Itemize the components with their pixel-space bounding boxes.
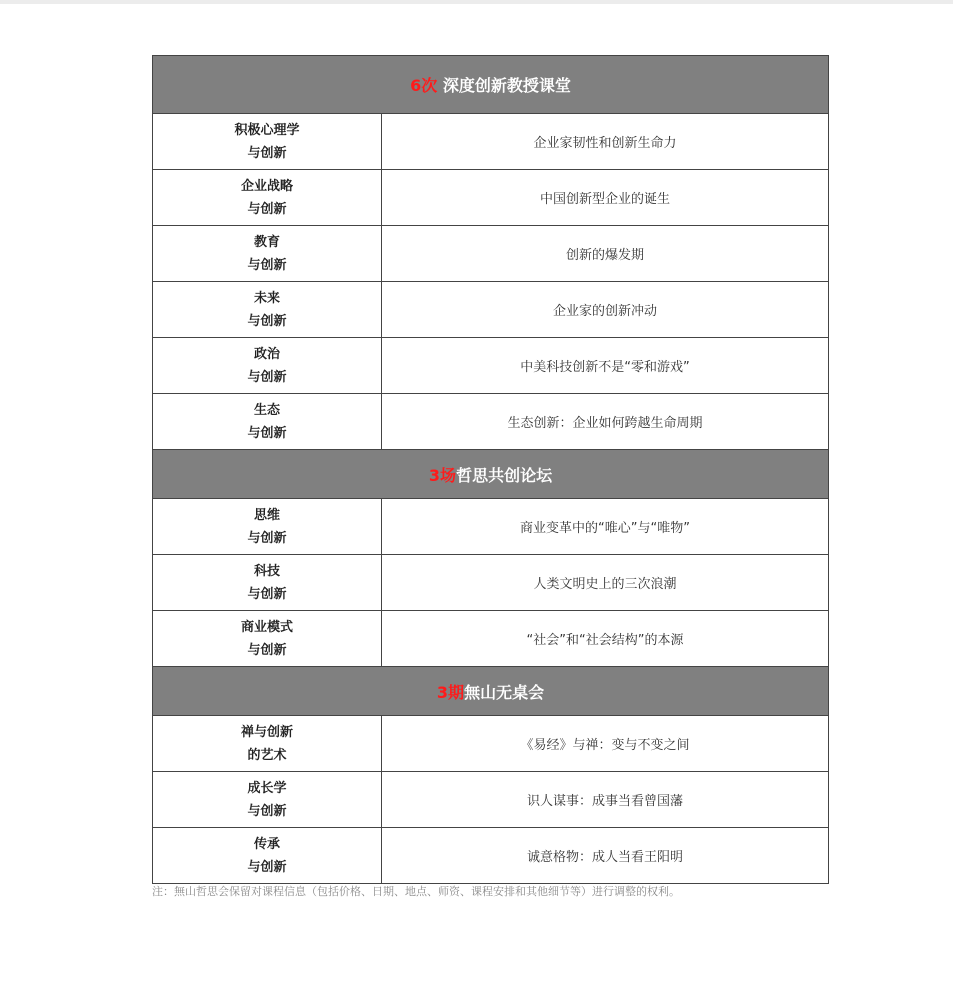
topic-line: 政治: [253, 346, 280, 362]
lecture-title: 商业变革中的“唯心”与“唯物”: [382, 499, 829, 555]
topic-line: 教育: [253, 234, 280, 250]
top-strip: [0, 0, 953, 4]
topic-line: 思维: [253, 507, 280, 523]
topic-line: 的艺术: [247, 747, 287, 763]
table-row: [153, 716, 829, 772]
topic-line: 与创新: [247, 313, 287, 329]
course-schedule-table: [152, 55, 829, 884]
topic-line: 商业模式: [240, 619, 293, 635]
table-row: [153, 499, 829, 555]
lecture-title: 企业家的创新冲动: [382, 282, 829, 338]
topic-line: 与创新: [247, 145, 287, 161]
topic-line: 积极心理学: [234, 122, 300, 138]
topic-line: 传承: [253, 836, 280, 852]
topic-line: 与创新: [247, 530, 287, 546]
section-header-professor-classroom: [153, 56, 829, 114]
table-row: [153, 555, 829, 611]
section-name: 深度创新教授课堂: [442, 76, 571, 95]
topic-cell: [153, 170, 382, 226]
lecture-title: 中国创新型企业的诞生: [382, 170, 829, 226]
section-header-forum: [153, 450, 829, 499]
topic-cell: [153, 555, 382, 611]
topic-cell: [153, 114, 382, 170]
topic-cell: [153, 338, 382, 394]
table-row: [153, 114, 829, 170]
topic-cell: [153, 282, 382, 338]
lecture-title: 人类文明史上的三次浪潮: [382, 555, 829, 611]
section-count: 6次: [410, 76, 438, 95]
lecture-title: 企业家韧性和创新生命力: [382, 114, 829, 170]
topic-line: 成长学: [247, 780, 287, 796]
topic-cell: [153, 828, 382, 884]
topic-line: 与创新: [247, 257, 287, 273]
lecture-title: 《易经》与禅：变与不变之间: [382, 716, 829, 772]
topic-line: 与创新: [247, 586, 287, 602]
lecture-title: 创新的爆发期: [382, 226, 829, 282]
topic-cell: [153, 499, 382, 555]
topic-line: 生态: [253, 402, 280, 418]
lecture-title: 诚意格物：成人当看王阳明: [382, 828, 829, 884]
topic-line: 科技: [253, 563, 280, 579]
lecture-title: “社会”和“社会结构”的本源: [382, 611, 829, 667]
topic-line: 与创新: [247, 201, 287, 217]
topic-line: 禅与创新: [240, 724, 293, 740]
lecture-title: 中美科技创新不是“零和游戏”: [382, 338, 829, 394]
topic-line: 企业战略: [240, 178, 293, 194]
lecture-title: 识人谋事：成事当看曾国藩: [382, 772, 829, 828]
table-row: [153, 338, 829, 394]
topic-cell: [153, 226, 382, 282]
topic-cell: [153, 611, 382, 667]
section-header-roundtable: [153, 667, 829, 716]
table-row: [153, 170, 829, 226]
topic-cell: [153, 716, 382, 772]
table-row: [153, 282, 829, 338]
topic-line: 与创新: [247, 369, 287, 385]
topic-cell: [153, 772, 382, 828]
topic-line: 与创新: [247, 425, 287, 441]
section-count: 3场: [428, 465, 457, 485]
topic-line: 与创新: [247, 642, 287, 658]
section-name: 無山无桌会: [464, 682, 545, 702]
table-row: [153, 611, 829, 667]
table-row: [153, 394, 829, 450]
section-name: 哲思共创论坛: [456, 465, 553, 485]
table-row: [153, 226, 829, 282]
lecture-title: 生态创新：企业如何跨越生命周期: [382, 394, 829, 450]
disclaimer-note: 注：無山哲思会保留对课程信息（包括价格、日期、地点、师资、课程安排和其他细节等）进行调整的权利。: [152, 885, 680, 898]
table-row: [153, 828, 829, 884]
topic-line: 未来: [253, 290, 280, 306]
section-count: 3期: [436, 682, 465, 702]
topic-line: 与创新: [247, 859, 287, 875]
table-row: [153, 772, 829, 828]
topic-cell: [153, 394, 382, 450]
topic-line: 与创新: [247, 803, 287, 819]
